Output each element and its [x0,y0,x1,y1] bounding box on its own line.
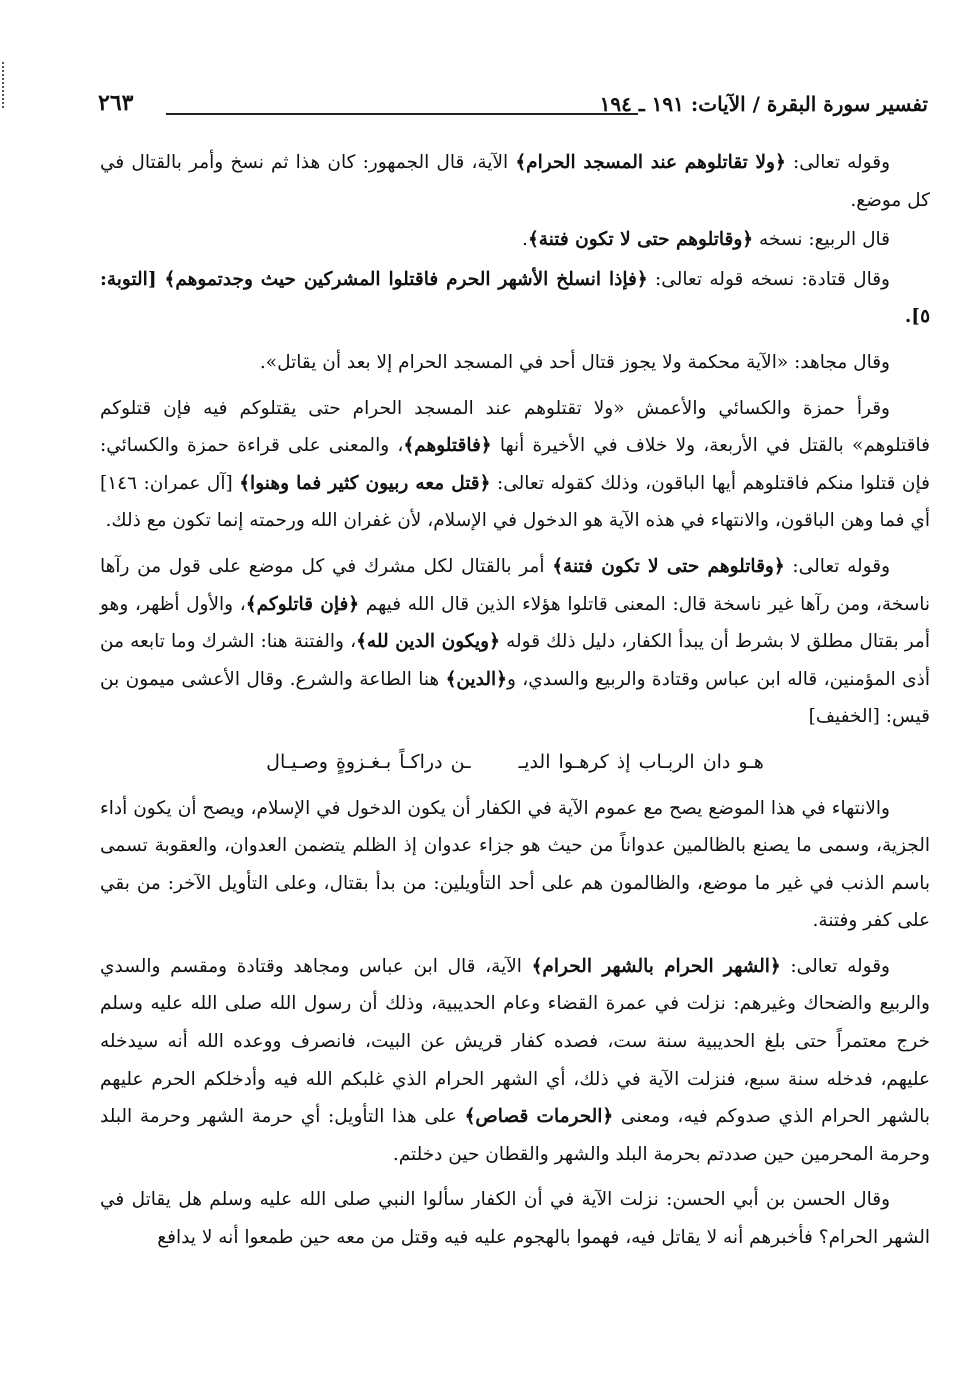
text-span: ، والأول أظهر، وهو أمر بقتال مطلق لا بشرط أن يبدأ الكفار، دليل ذلك قوله [100,593,930,653]
quran-quote: ﴿فإن قاتلوكم﴾ [245,593,360,615]
poetry-verse [100,744,930,782]
verse-first-hemistich: هـو دان الربـاب إذ كرهـوا الديـ [518,750,764,773]
paragraph [100,390,930,540]
paragraph [100,1181,930,1256]
paragraph [100,221,930,259]
text-span: وقوله تعالى: [780,955,890,977]
text-span: أمر بالقتال لكل مشرك في كل موضع على قول من رآها ناسخة، ومن رآها غير ناسخة قال: المعنى قاتلوا هؤلاء الذين قال الله فيهم [100,555,930,615]
text-span: وقرأ حمزة والكسائي والأعمش «ولا تقتلوهم عند المسجد الحرام حتى يقتلوكم فيه فإن قتلوكم فاقتلوهم» بالقتل في الأربعة، ولا خلاف في الأخيرة أنها [100,397,930,457]
quran-quote: ﴿وقاتلوهم حتى لا تكون فتنة﴾ [552,555,785,577]
body-text [100,144,930,1265]
text-span: وقوله تعالى: [784,555,891,577]
text-span: ، والفتنة هنا: الشرك وما تابعه من أذى المؤمنين، قاله ابن عباس وقتادة والربيع والسدي، و [100,631,930,690]
quran-quote: ﴿الشهر الحرام بالشهر الحرام﴾ [531,955,781,977]
paragraph [100,790,930,940]
running-header [98,86,928,126]
running-header-title: تفسير سورة البقرة / الآيات: ١٩١ ـ ١٩٤ [599,92,928,116]
text-span: والانتهاء في هذا الموضع يصح مع عموم الآية في الكفار أن يكون الدخول في الإسلام، ويصح أن يكون أداء الجزية، وسمى ما يصنع بالظالمين عدواناً من حيث هو جزاء عدوان إذ الظلم يتضمن العدوان، والعقوبة تسمى باسم الذنب في غير ما موضع، والظالمون هم على أحد التأويلين: من بدأ بقتال، وعلى التأويل الآخر: من بقي على كفر وفتنة. [100,797,930,932]
quran-quote: ﴿وقاتلوهم حتى لا تكون فتنة﴾ [527,229,754,251]
quran-quote: ﴿الحرمات قصاص﴾ [464,1106,614,1128]
page-number: ٢٦٣ [98,90,134,116]
quran-quote: ﴿ولا تقاتلوهم عند المسجد الحرام﴾ [515,152,786,173]
text-span: قال الربيع: نسخه [753,229,890,251]
text-span: . [522,229,528,251]
text-span: وقوله تعالى: [785,152,891,173]
paragraph [100,548,930,736]
text-span: وقال مجاهد: «الآية محكمة ولا يجوز قتال أحد في المسجد الحرام إلا بعد أن يقاتل». [259,351,890,373]
scan-edge-mark [2,62,6,108]
header-rule [166,113,638,115]
text-span: وقال قتادة: نسخه قوله تعالى: [647,268,890,290]
quran-quote: ﴿قتل معه ربيون كثير فما وهنوا﴾ [239,472,491,494]
quran-quote: ﴿فإذا انسلخ الأشهر الحرم فاقتلوا المشركين حيث وجدتموهم﴾ [164,268,648,290]
text-span: وقال الحسن بن أبي الحسن: نزلت الآية في أن الكفار سألوا النبي صلى الله عليه وسلم هل يقاتل في الشهر الحرام؟ فأخبرهم أنه لا يقاتل فيه، فهموا بالهجوم عليه فيه وقتل من معه حين طمعوا أنه لا يدافع [100,1189,930,1249]
text-span: هنا الطاعة والشرع. وقال الأعشى ميمون بن قيس: [الخفيف] [100,668,930,728]
quran-quote: ﴿ويكون الدين لله﴾ [356,631,500,653]
quran-quote: ﴿الدين﴾ [445,668,507,690]
text-span: [آل عمران: ١٤٦] أي فما وهن الباقون، والانتهاء في هذه الآية هو الدخول في الإسلام، لأن غفران الله ورحمته إنما تكون مع ذلك. [100,472,930,532]
paragraph [100,948,930,1174]
paragraph [100,344,930,382]
paragraph [100,144,930,219]
text-span: الآية، قال ابن عباس ومجاهد وقتادة ومقسم والسدي والربيع والضحاك وغيرهم: نزلت في عمرة القضاء وعام الحديبية، وذلك أن رسول الله صلى الله عليه وسلم خرج معتمراً حتى بلغ الحديبية سنة ست، فصده كفار قريش عن البيت، فانصرف ووعده الله أنه سيدخله عليهم، فدخله سنة سبع، فنزلت الآية في ذلك، أي الشهر الحرام الذي غلبكم الله فيه وأدخلكم الحرم عليهم بالشهر الحرام الذي صدوكم فيه، ومعنى [100,955,930,1128]
text-span: على هذا التأويل: أي حرمة الشهر وحرمة البلد وحرمة المحرمين حين صددتم بحرمة البلد والشهر والقطان حين دخلتم. [100,1106,930,1165]
paragraph [100,261,930,336]
text-span: الآية، قال الجمهور: كان هذا ثم نسخ وأمر بالقتال في كل موضع. [100,152,930,211]
text-span: ، والمعنى على قراءة حمزة والكسائي: فإن قتلوا منكم فاقتلوهم أيها الباقون، وذلك كقوله تعالى: [100,435,930,494]
quran-quote: ﴿فاقتلوهم﴾ [403,435,492,457]
verse-second-hemistich: ـن دراكـاً بـغـزوةٍ وصـيـال [266,750,471,773]
surah-reference: [التوبة: ٥]. [100,268,930,328]
